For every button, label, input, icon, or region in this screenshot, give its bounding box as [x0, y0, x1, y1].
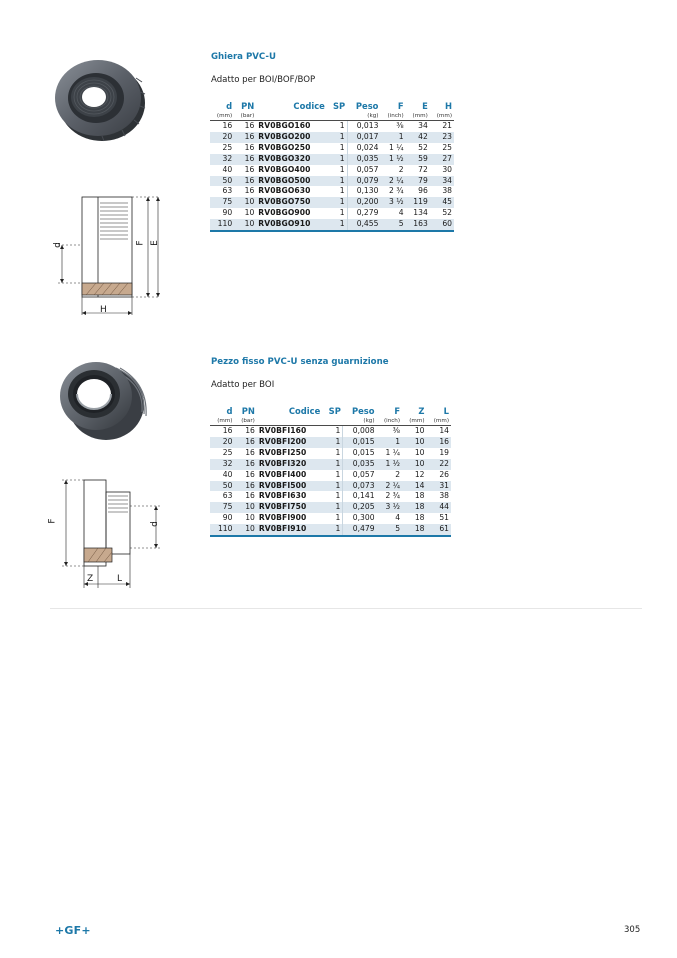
table-cell: 3 ½	[377, 502, 403, 513]
dim-label-e: E	[149, 240, 160, 246]
table-cell: 1	[327, 197, 347, 208]
col-header: PN	[241, 406, 255, 416]
table-cell: 52	[442, 208, 452, 218]
table-cell: 51	[439, 513, 449, 523]
table-cell: 0,008	[343, 426, 377, 437]
table-cell: 1	[335, 513, 341, 523]
col-unit: (mm)	[430, 112, 454, 121]
table-cell: 0,057	[347, 165, 380, 176]
table-cell: 1	[339, 164, 345, 174]
col-unit: (kg)	[343, 417, 377, 426]
table-cell: 19	[439, 447, 449, 457]
table-cell: 0,479	[343, 524, 377, 536]
table-row	[210, 502, 451, 513]
table-cell: 1	[335, 491, 341, 501]
table-cell: 34	[430, 176, 454, 187]
table-cell: 1	[322, 459, 343, 470]
col-unit: (mm)	[427, 417, 452, 426]
col-header: E	[422, 101, 428, 111]
table-row	[210, 197, 454, 208]
table-cell: 31	[427, 481, 452, 492]
table-cell: 1 ½	[380, 154, 405, 165]
table-cell: 16	[245, 491, 255, 501]
table-cell: 16	[222, 426, 233, 435]
table-cell: 16	[245, 469, 255, 479]
product-code-cell: RV0BGO500	[256, 176, 327, 187]
col-unit: (mm)	[402, 417, 426, 426]
table-cell: 0,035	[347, 154, 380, 165]
col-unit: (inch)	[377, 417, 403, 426]
table-cell: 16	[234, 176, 256, 187]
table-cell: 16	[234, 154, 256, 165]
dim-label-f: F	[135, 240, 146, 246]
col-header: SP	[328, 406, 341, 416]
col-unit: (kg)	[347, 112, 380, 121]
technical-drawing-ghiera	[48, 193, 166, 323]
col-unit	[327, 112, 347, 121]
table-row	[210, 481, 451, 492]
table-cell: 4	[395, 513, 401, 523]
table-header-row	[210, 100, 454, 112]
table-cell: 0,141	[343, 491, 377, 502]
dim-label-d: d	[52, 242, 63, 248]
table-cell: 14	[439, 426, 449, 435]
table-header-row	[210, 405, 451, 417]
table-cell: 1 ½	[377, 459, 403, 470]
table-cell: 16	[234, 481, 256, 492]
col-header: Z	[418, 406, 425, 416]
table-cell: 38	[439, 491, 449, 501]
table-cell: 0,200	[347, 197, 380, 208]
table-cell: 10	[234, 524, 256, 536]
table-cell: 1 ¼	[385, 447, 401, 457]
table-cell: 4	[398, 208, 404, 218]
table-cell: 44	[427, 502, 452, 513]
gf-logo: +GF+	[55, 924, 91, 937]
product-code-cell: RV0BGO400	[258, 164, 311, 174]
col-header: SP	[332, 101, 346, 111]
col-header: d	[226, 101, 233, 111]
table-cell: 63	[222, 491, 233, 501]
table-row	[210, 448, 451, 459]
product-code-cell: RV0BFI250	[258, 447, 307, 457]
col-unit: (mm)	[210, 112, 234, 121]
product-code-cell: RV0BGO320	[256, 154, 327, 165]
section-divider	[50, 608, 642, 609]
col-header: Codice	[288, 406, 321, 416]
table-cell: 110	[210, 219, 234, 231]
product-code-cell: RV0BFI500	[257, 481, 322, 492]
table-cell: 0,073	[343, 481, 377, 492]
table-row	[210, 219, 454, 231]
table-cell: 16	[244, 142, 255, 152]
product-code-cell: RV0BFI910	[257, 524, 322, 536]
col-unit	[322, 417, 343, 426]
table-cell: 1	[322, 481, 343, 492]
table-cell: 22	[427, 459, 452, 470]
table-cell: 10	[234, 197, 256, 208]
table-units-row	[210, 417, 451, 426]
col-unit: (mm)	[406, 112, 430, 121]
table-cell: 1	[339, 186, 345, 196]
table-cell: 3 ½	[380, 197, 405, 208]
table-row	[210, 186, 454, 197]
product-code-cell: RV0BFI630	[258, 491, 307, 501]
table-cell: 0,024	[347, 143, 380, 154]
table-cell: 10	[414, 426, 425, 435]
table-cell: 1	[339, 121, 345, 130]
table-cell: 10	[234, 502, 256, 513]
table-cell: 16	[244, 164, 255, 174]
product-code-cell: RV0BFI900	[258, 513, 307, 523]
table-cell: 40	[222, 164, 233, 174]
product-code-cell: RV0BGO160	[258, 121, 311, 130]
table-row	[210, 176, 454, 187]
table-cell: 12	[414, 469, 425, 479]
table-cell: 1	[327, 132, 347, 143]
table-row	[210, 426, 451, 437]
table-units-row	[210, 112, 454, 121]
table-cell: 25	[442, 142, 452, 152]
table-cell: 16	[234, 437, 256, 448]
table-cell: 16	[427, 437, 452, 448]
table-cell: 52	[418, 142, 428, 152]
table-cell: 2	[398, 164, 404, 174]
table-cell: 1	[327, 176, 347, 187]
col-unit	[256, 112, 327, 121]
col-header: Codice	[293, 101, 325, 111]
table-cell: 0,079	[347, 176, 380, 187]
table-cell: 1	[380, 132, 405, 143]
table-cell: 10	[234, 219, 256, 231]
table-cell: 1	[377, 437, 403, 448]
table-cell: 96	[418, 186, 428, 196]
table-cell: 75	[210, 502, 234, 513]
table-cell: 50	[210, 176, 234, 187]
table-cell: 61	[427, 524, 452, 536]
table-cell: 63	[222, 186, 233, 196]
table-cell: 20	[210, 132, 234, 143]
product-code-cell: RV0BGO750	[256, 197, 327, 208]
col-unit: (mm)	[210, 417, 234, 426]
table-cell: 163	[406, 219, 430, 231]
table-cell: 10	[402, 459, 426, 470]
col-unit: (inch)	[380, 112, 405, 121]
table-cell: 1	[322, 437, 343, 448]
col-header: L	[443, 406, 449, 416]
table-cell: 10	[402, 437, 426, 448]
spec-table-ghiera	[210, 100, 454, 232]
table-row	[210, 491, 451, 502]
table-cell: 1	[335, 469, 341, 479]
dim-label-d: d	[149, 521, 160, 527]
section-subtitle: Adatto per BOI	[211, 380, 275, 390]
table-cell: 38	[442, 186, 452, 196]
table-cell: 23	[430, 132, 454, 143]
table-row	[210, 513, 451, 524]
table-cell: 0,013	[347, 121, 380, 132]
table-cell: 60	[430, 219, 454, 231]
table-row	[210, 121, 454, 132]
product-photo-pezzo-fisso	[52, 352, 148, 444]
table-cell: 1 ¼	[389, 142, 404, 152]
dim-label-h: H	[100, 305, 107, 315]
table-cell: 16	[244, 121, 255, 130]
table-cell: 134	[413, 208, 428, 218]
table-cell: 0,205	[343, 502, 377, 513]
table-cell: 42	[406, 132, 430, 143]
table-cell: ⅜	[392, 426, 401, 435]
col-unit: (bar)	[234, 417, 256, 426]
table-cell: 18	[402, 502, 426, 513]
table-row	[210, 524, 451, 536]
table-cell: 72	[418, 164, 428, 174]
table-row	[210, 165, 454, 176]
table-cell: 1	[339, 208, 345, 218]
table-cell: 32	[210, 154, 234, 165]
product-code-cell: RV0BGO910	[256, 219, 327, 231]
table-cell: 0,300	[343, 513, 377, 524]
table-cell: 2 ¼	[380, 176, 405, 187]
table-cell: 16	[234, 132, 256, 143]
table-cell: 10	[244, 208, 255, 218]
product-code-cell: RV0BGO200	[256, 132, 327, 143]
table-row	[210, 437, 451, 448]
dim-label-l: L	[117, 574, 123, 584]
spec-table-pezzo-fisso	[210, 405, 451, 537]
table-cell: 0,035	[343, 459, 377, 470]
table-cell: 45	[430, 197, 454, 208]
product-code-cell: RV0BFI400	[258, 469, 307, 479]
table-cell: 16	[245, 447, 255, 457]
table-cell: 59	[406, 154, 430, 165]
product-code-cell: RV0BFI200	[257, 437, 322, 448]
table-cell: 16	[222, 121, 233, 130]
table-cell: 40	[222, 469, 233, 479]
product-code-cell: RV0BGO900	[258, 208, 311, 218]
product-code-cell: RV0BFI750	[257, 502, 322, 513]
product-photo-ghiera	[52, 48, 148, 144]
table-cell: 1	[327, 154, 347, 165]
table-cell: 25	[222, 142, 233, 152]
table-cell: 34	[418, 121, 428, 130]
col-unit: (bar)	[234, 112, 256, 121]
table-cell: 0,017	[347, 132, 380, 143]
table-cell: 110	[210, 524, 234, 536]
table-cell: 30	[442, 164, 452, 174]
table-cell: 1	[339, 142, 345, 152]
table-cell: 90	[222, 208, 233, 218]
table-cell: 2 ¼	[377, 481, 403, 492]
table-cell: 5	[380, 219, 405, 231]
technical-drawing-pezzo-fisso	[48, 476, 170, 594]
table-cell: 16	[234, 459, 256, 470]
table-cell: 0,057	[343, 470, 377, 481]
table-cell: 2 ¾	[389, 186, 404, 196]
dim-label-z: Z	[87, 574, 94, 584]
table-cell: 21	[442, 121, 452, 130]
table-cell: 1	[335, 426, 341, 435]
table-cell: 26	[439, 469, 449, 479]
table-cell: 18	[414, 491, 425, 501]
table-row	[210, 143, 454, 154]
table-cell: 18	[402, 524, 426, 536]
table-cell: ⅜	[396, 121, 404, 130]
table-cell: 5	[377, 524, 403, 536]
product-code-cell: RV0BFI320	[257, 459, 322, 470]
table-cell: 1	[327, 219, 347, 231]
section-title: Pezzo fisso PVC-U senza guarnizione	[211, 357, 389, 367]
table-cell: 1	[335, 447, 341, 457]
section-title: Ghiera PVC-U	[211, 52, 276, 62]
dim-label-f: F	[47, 518, 58, 524]
table-cell: 27	[430, 154, 454, 165]
table-cell: 16	[245, 426, 255, 435]
table-cell: 2 ¾	[385, 491, 401, 501]
col-header: F	[397, 101, 404, 111]
table-cell: 0,130	[347, 186, 380, 197]
table-cell: 0,015	[343, 437, 377, 448]
col-header: Peso	[355, 101, 379, 111]
table-cell: 119	[406, 197, 430, 208]
table-cell: 20	[210, 437, 234, 448]
table-cell: 10	[414, 447, 425, 457]
col-header: F	[394, 406, 401, 416]
table-cell: 0,015	[343, 448, 377, 459]
table-row	[210, 154, 454, 165]
table-cell: 90	[222, 513, 233, 523]
col-header: PN	[241, 101, 255, 111]
table-row	[210, 470, 451, 481]
col-header: Peso	[351, 406, 375, 416]
table-cell: 79	[406, 176, 430, 187]
table-cell: 16	[244, 186, 255, 196]
table-cell: 1	[322, 524, 343, 536]
table-row	[210, 459, 451, 470]
table-cell: 50	[210, 481, 234, 492]
product-code-cell: RV0BFI160	[258, 426, 307, 435]
table-cell: 2	[395, 469, 401, 479]
table-cell: 75	[210, 197, 234, 208]
col-unit	[257, 417, 322, 426]
table-cell: 0,455	[347, 219, 380, 231]
col-header: d	[226, 406, 233, 416]
product-code-cell: RV0BGO250	[258, 142, 311, 152]
table-row	[210, 208, 454, 219]
page-number: 305	[624, 925, 641, 935]
table-cell: 0,279	[347, 208, 380, 219]
table-cell: 18	[414, 513, 425, 523]
section-subtitle: Adatto per BOI/BOF/BOP	[211, 75, 316, 85]
product-code-cell: RV0BGO630	[258, 186, 311, 196]
table-cell: 10	[245, 513, 255, 523]
table-cell: 25	[222, 447, 233, 457]
table-row	[210, 132, 454, 143]
table-cell: 1	[322, 502, 343, 513]
table-cell: 32	[210, 459, 234, 470]
table-cell: 14	[402, 481, 426, 492]
col-header: H	[444, 101, 452, 111]
